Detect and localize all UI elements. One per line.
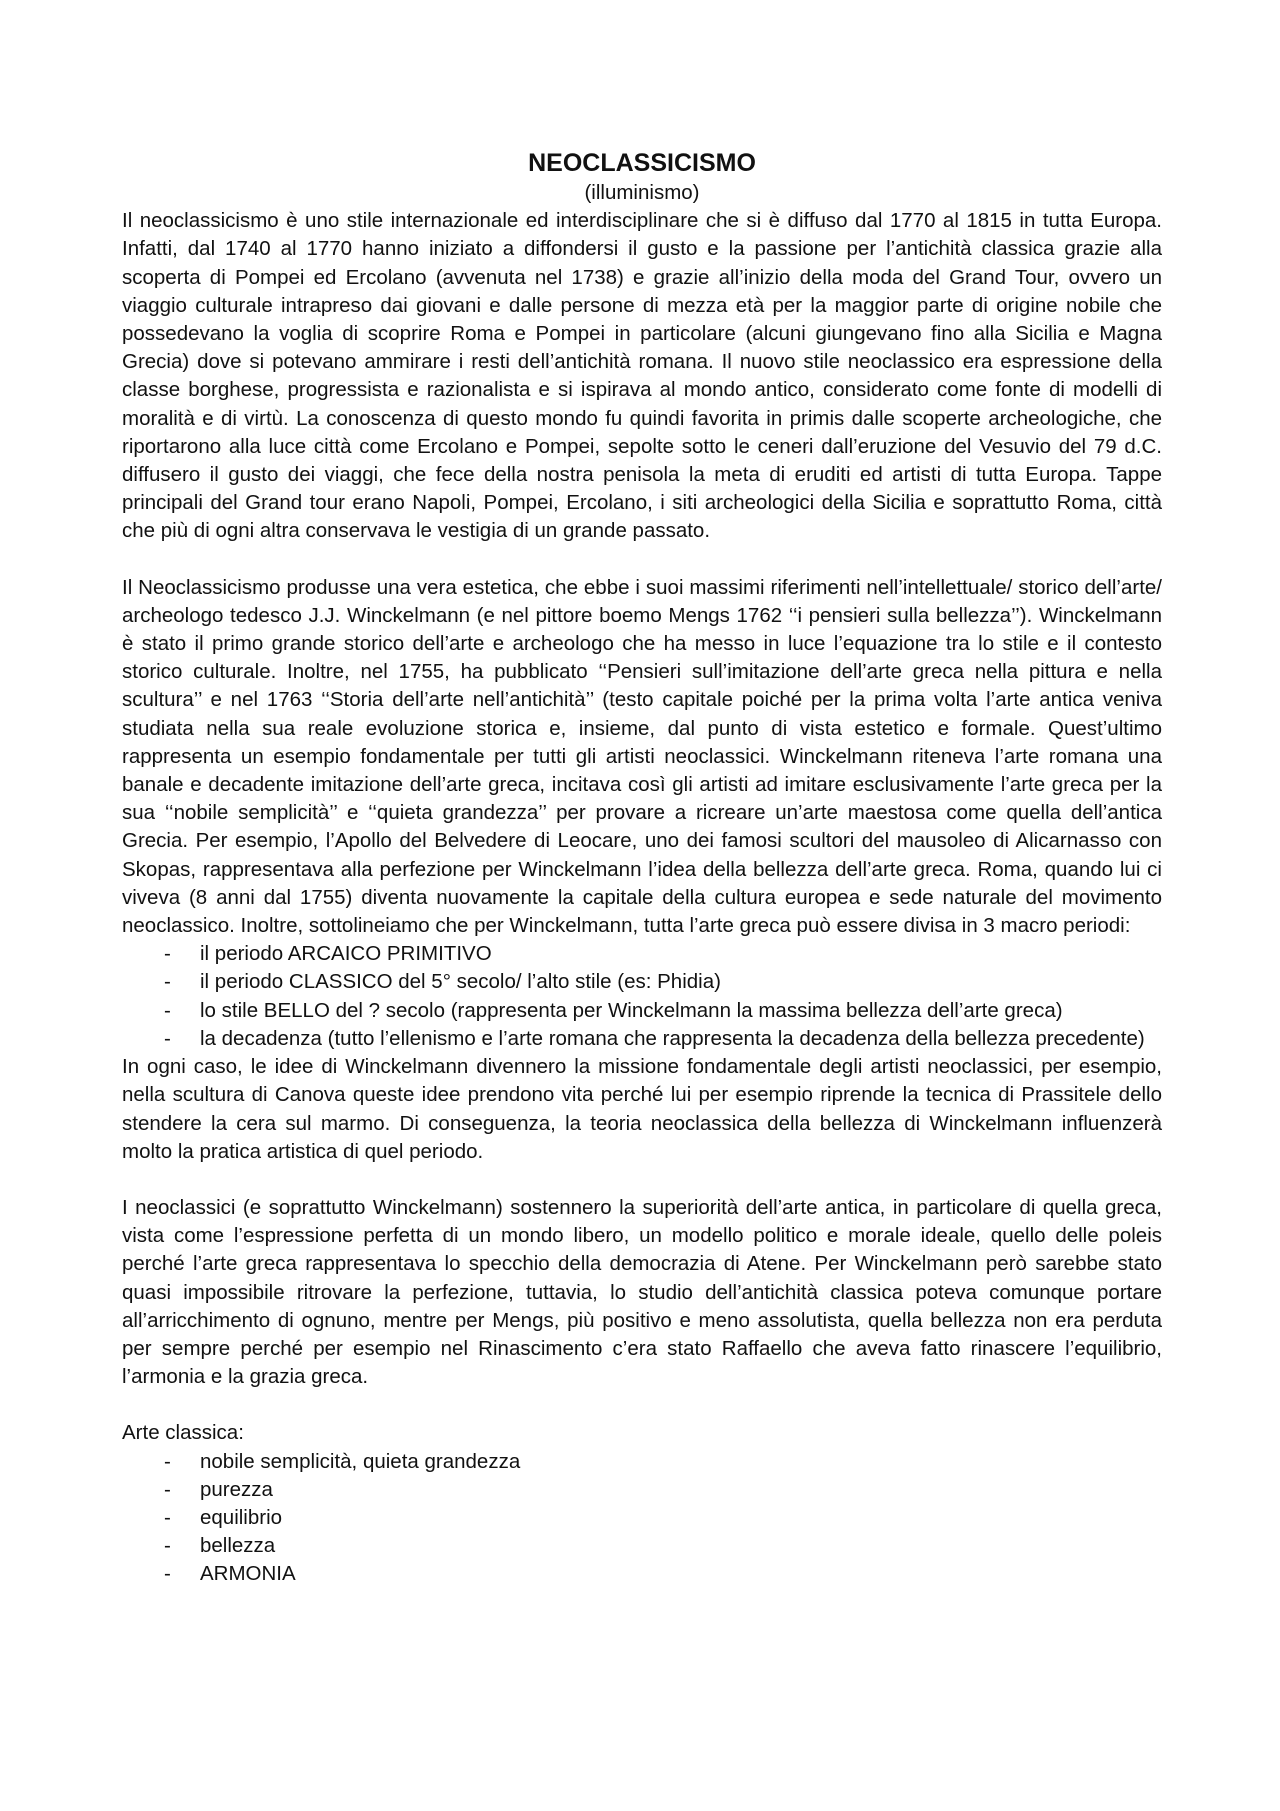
classical-list xyxy=(122,1448,1162,1589)
list-item xyxy=(122,1025,1162,1053)
list-item-text: bellezza xyxy=(200,1534,276,1558)
paragraph-gap xyxy=(122,546,1162,574)
paragraph-gap xyxy=(122,1391,1162,1419)
paragraph-canova: In ogni caso, le idee di Winckelmann divennero la missione fondamentale degli artisti neoclassici, per esempio, nella scultura di Canova queste idee prendono vita perché lui per esempio riprende la tecnica di Prassitele dello stendere la cera sul marmo. Di conseguenza, la teoria neoclassica della bellezza di Winckelmann influenzerà molto la pratica artistica di quel periodo. xyxy=(122,1055,1162,1163)
page-title: NEOCLASSICISMO xyxy=(528,149,756,177)
list-item-text: la decadenza (tutto l’ellenismo e l’arte romana che rappresenta la decadenza della bellezza precedente) xyxy=(200,1026,1145,1050)
bullet-dash: - xyxy=(164,998,171,1022)
list-item-text: il periodo ARCAICO PRIMITIVO xyxy=(200,942,492,966)
list-item xyxy=(122,1560,1162,1588)
bullet-dash: - xyxy=(164,942,171,966)
bullet-dash: - xyxy=(164,1562,171,1586)
list-item-text: ARMONIA xyxy=(200,1562,296,1586)
bullet-dash: - xyxy=(164,1026,171,1050)
paragraph-gap xyxy=(122,1166,1162,1194)
classical-heading: Arte classica: xyxy=(122,1421,244,1445)
document-page xyxy=(122,147,1162,1589)
list-item xyxy=(122,1448,1162,1476)
bullet-dash: - xyxy=(164,1477,171,1501)
bullet-dash: - xyxy=(164,1534,171,1558)
bullet-dash: - xyxy=(164,970,171,994)
list-item-text: purezza xyxy=(200,1477,273,1501)
paragraph-winckelmann: Il Neoclassicismo produsse una vera estetica, che ebbe i suoi massimi riferimenti nell’intellettuale/ storico dell’arte/ archeologo tedesco J.J. Winckelmann (e nel pittore boemo Mengs 1762 ‘‘i pensieri sulla bellezza’’). Winckelmann è stato il primo grande storico dell’arte e archeologo che ha messo in luce l’equazione tra lo stile e il contesto storico culturale. Inoltre, nel 1755, ha pubblicato ‘‘Pensieri sull’imitazione dell’arte greca nella pittura e nella scultura’’ e nel 1763 ‘‘Storia dell’arte nell’antichità’’ (testo capitale poiché per la prima volta l’arte antica veniva studiata nella sua reale evoluzione storica e, insieme, dal punto di vista estetico e formale. Quest’ultimo rappresenta un esempio fondamentale per tutti gli artisti neoclassici. Winckelmann riteneva l’arte romana una banale e decadente imitazione dell’arte greca, incitava così gli artisti ad imitare esclusivamente l’arte greca per la sua ‘‘nobile semplicità’’ e ‘‘quieta grandezza’’ per provare a ricreare un’arte maestosa come quella dell’antica Grecia. Per esempio, l’Apollo del Belvedere di Leocare, uno dei famosi scultori del mausoleo di Alicarnasso con Skopas, rappresentava alla perfezione per Winckelmann l’idea della bellezza dell’arte greca. Roma, quando lui ci viveva (8 anni dal 1755) diventa nuovamente la capitale della cultura europea e sede naturale del movimento neoclassico. Inoltre, sottolineiamo che per Winckelmann, tutta l’arte greca può essere divisa in 3 macro periodi: xyxy=(122,575,1162,938)
periods-list xyxy=(122,940,1162,1053)
list-item xyxy=(122,1504,1162,1532)
list-item-text: il periodo CLASSICO del 5° secolo/ l’alto stile (es: Phidia) xyxy=(200,970,721,994)
bullet-dash: - xyxy=(164,1449,171,1473)
bullet-dash: - xyxy=(164,1505,171,1529)
list-item xyxy=(122,1476,1162,1504)
page-subtitle: (illuminismo) xyxy=(584,181,700,204)
list-item xyxy=(122,1532,1162,1560)
list-item xyxy=(122,997,1162,1025)
paragraph-superiority: I neoclassici (e soprattutto Winckelmann) sostennero la superiorità dell’arte antica, in particolare di quella greca, vista come l’espressione perfetta di un mondo libero, un modello politico e morale ideale, quello delle poleis perché l’arte greca rappresentava lo specchio della democrazia di Atene. Per Winckelmann però sarebbe stato quasi impossibile ritrovare la perfezione, tuttavia, lo studio dell’antichità classica poteva comunque portare all’arricchimento di ognuno, mentre per Mengs, più positivo e meno assolutista, quella bellezza non era perduta per sempre perché per esempio nel Rinascimento c’era stato Raffaello che aveva fatto rinascere l’equilibrio, l’armonia e la grazia greca. xyxy=(122,1195,1162,1389)
list-item-text: lo stile BELLO del ? secolo (rappresenta per Winckelmann la massima bellezza dell’arte greca) xyxy=(200,998,1063,1022)
paragraph-intro: Il neoclassicismo è uno stile internazionale ed interdisciplinare che si è diffuso dal 1770 al 1815 in tutta Europa. Infatti, dal 1740 al 1770 hanno iniziato a diffondersi il gusto e la passione per l’antichità classica grazie alla scoperta di Pompei ed Ercolano (avvenuta nel 1738) e grazie all’inizio della moda del Grand Tour, ovvero un viaggio culturale intrapreso dai giovani e dalle persone di mezza età per la maggior parte di origine nobile che possedevano la voglia di scoprire Roma e Pompei in particolare (alcuni giungevano fino alla Sicilia e Magna Grecia) dove si potevano ammirare i resti dell’antichità romana. Il nuovo stile neoclassico era espressione della classe borghese, progressista e razionalista e si ispirava al mondo antico, considerato come fonte di modelli di moralità e di virtù. La conoscenza di questo mondo fu quindi favorita in primis dalle scoperte archeologiche, che riportarono alla luce città come Ercolano e Pompei, sepolte sotto le ceneri dall’eruzione del Vesuvio del 79 d.C. diffusero il gusto dei viaggi, che fece della nostra penisola la meta di eruditi ed artisti di tutta Europa. Tappe principali del Grand tour erano Napoli, Pompei, Ercolano, i siti archeologici della Sicilia e soprattutto Roma, città che più di ogni altra conservava le vestigia di un grande passato. xyxy=(122,209,1162,543)
list-item-text: nobile semplicità, quieta grandezza xyxy=(200,1449,521,1473)
list-item xyxy=(122,968,1162,996)
list-item xyxy=(122,940,1162,968)
list-item-text: equilibrio xyxy=(200,1505,283,1529)
